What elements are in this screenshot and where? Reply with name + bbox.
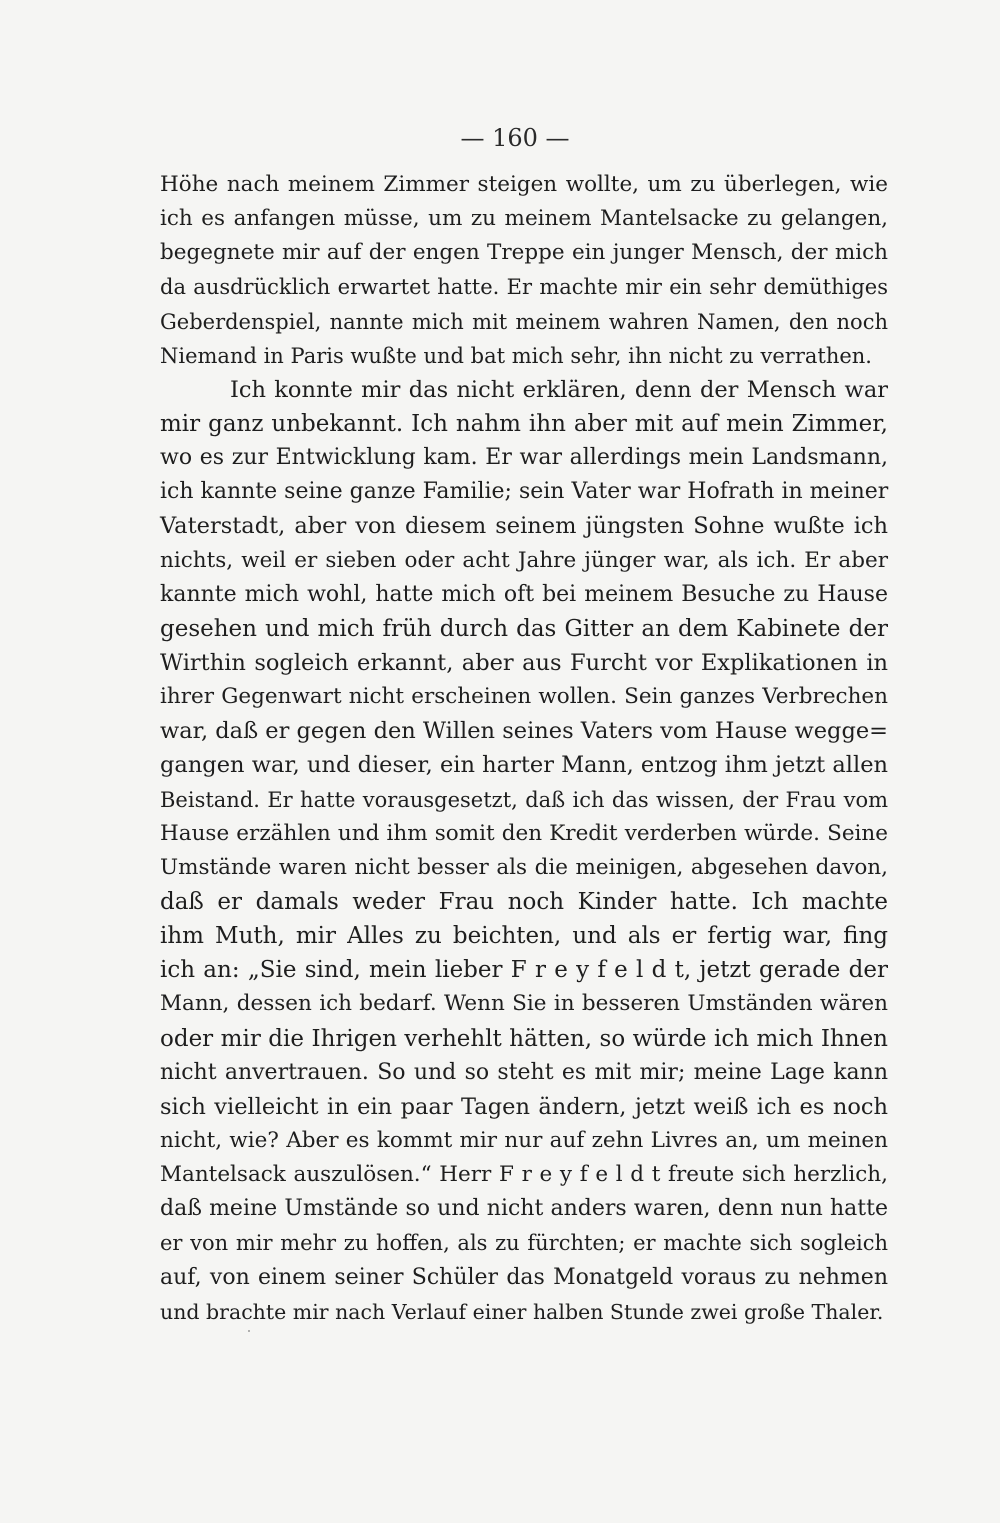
text-line: Mantelsack auszulösen.“ Herr F r e y f e l d t freute sich herzlich, (160, 1162, 888, 1188)
text-line: nichts, weil er sieben oder acht Jahre jünger war, als ich. Er aber (160, 547, 888, 573)
text-line: Höhe nach meinem Zimmer steigen wollte, um zu überlegen, wie (160, 172, 888, 197)
text-line: nicht anvertrauen. So und so steht es mit mir; meine Lage kann (160, 1059, 888, 1085)
text-line: ihm Muth, mir Alles zu beichten, und als er fertig war, fing (160, 923, 888, 950)
text-line: sich vielleicht in ein paar Tagen ändern, jetzt weiß ich es noch (160, 1093, 888, 1120)
text-line: da ausdrücklich erwartet hatte. Er machte mir ein sehr demüthiges (160, 275, 888, 300)
text-line: ihrer Gegenwart nicht erscheinen wollen. Sein ganzes Verbrechen (160, 684, 888, 710)
text-line: gangen war, und dieser, ein harter Mann, entzog ihm jetzt allen (160, 752, 888, 779)
text-line: Wirthin sogleich erkannt, aber aus Furcht vor Explikationen in (160, 649, 888, 676)
page-number: — 160 — (460, 124, 570, 152)
text-line: daß meine Umstände so und nicht anders waren, denn nun hatte (160, 1196, 888, 1222)
text-line: ich an: „Sie sind, mein lieber F r e y f e l d t, jetzt gerade der (160, 957, 888, 984)
text-line: und brachte mir nach Verlauf einer halben Stunde zwei große Thaler. (160, 1299, 884, 1324)
text-line: er von mir mehr zu hoffen, als zu fürchten; er machte sich sogleich (160, 1231, 888, 1256)
text-line: oder mir die Ihrigen verhehlt hätten, so würde ich mich Ihnen (160, 1025, 888, 1052)
text-line: Mann, dessen ich bedarf. Wenn Sie in besseren Umständen wären (160, 991, 888, 1017)
text-line: ich es anfangen müsse, um zu meinem Mantelsacke zu gelangen, (160, 206, 888, 232)
text-line: auf, von einem seiner Schüler das Monatgeld voraus zu nehmen (160, 1264, 888, 1290)
text-line: gesehen und mich früh durch das Gitter an dem Kabinete der (160, 615, 888, 642)
text-line: nicht, wie? Aber es kommt mir nur auf zehn Livres an, um meinen (160, 1127, 888, 1153)
body-text (160, 168, 888, 1329)
text-line: Beistand. Er hatte vorausgesetzt, daß ich das wissen, der Frau vom (160, 787, 888, 812)
ink-speck (248, 1330, 250, 1332)
text-line: Umstände waren nicht besser als die meinigen, abgesehen davon, (160, 854, 888, 880)
text-line: mir ganz unbekannt. Ich nahm ihn aber mit auf mein Zimmer, (160, 410, 888, 437)
text-line: daß er damals weder Frau noch Kinder hatte. Ich machte (160, 888, 888, 915)
text-line: war, daß er gegen den Willen seines Vaters vom Hause wegge= (160, 718, 889, 745)
text-line: Geberdenspiel, nannte mich mit meinem wahren Namen, den noch (160, 309, 888, 334)
text-line: wo es zur Entwicklung kam. Er war allerdings mein Landsmann, (160, 445, 888, 471)
text-line: Hause erzählen und ihm somit den Kredit verderben würde. Seine (160, 820, 888, 846)
text-line: kannte mich wohl, hatte mich oft bei meinem Besuche zu Hause (160, 581, 888, 607)
text-line: Niemand in Paris wußte und bat mich sehr, ihn nicht zu verrathen. (160, 343, 872, 368)
paragraph-start-line: Ich konnte mir das nicht erklären, denn der Mensch war (230, 376, 888, 403)
text-line: ich kannte seine ganze Familie; sein Vater war Hofrath in meiner (160, 479, 889, 505)
text-line: Vaterstadt, aber von diesem seinem jüngsten Sohne wußte ich (160, 513, 888, 540)
text-line: begegnete mir auf der engen Treppe ein junger Mensch, der mich (160, 240, 888, 266)
